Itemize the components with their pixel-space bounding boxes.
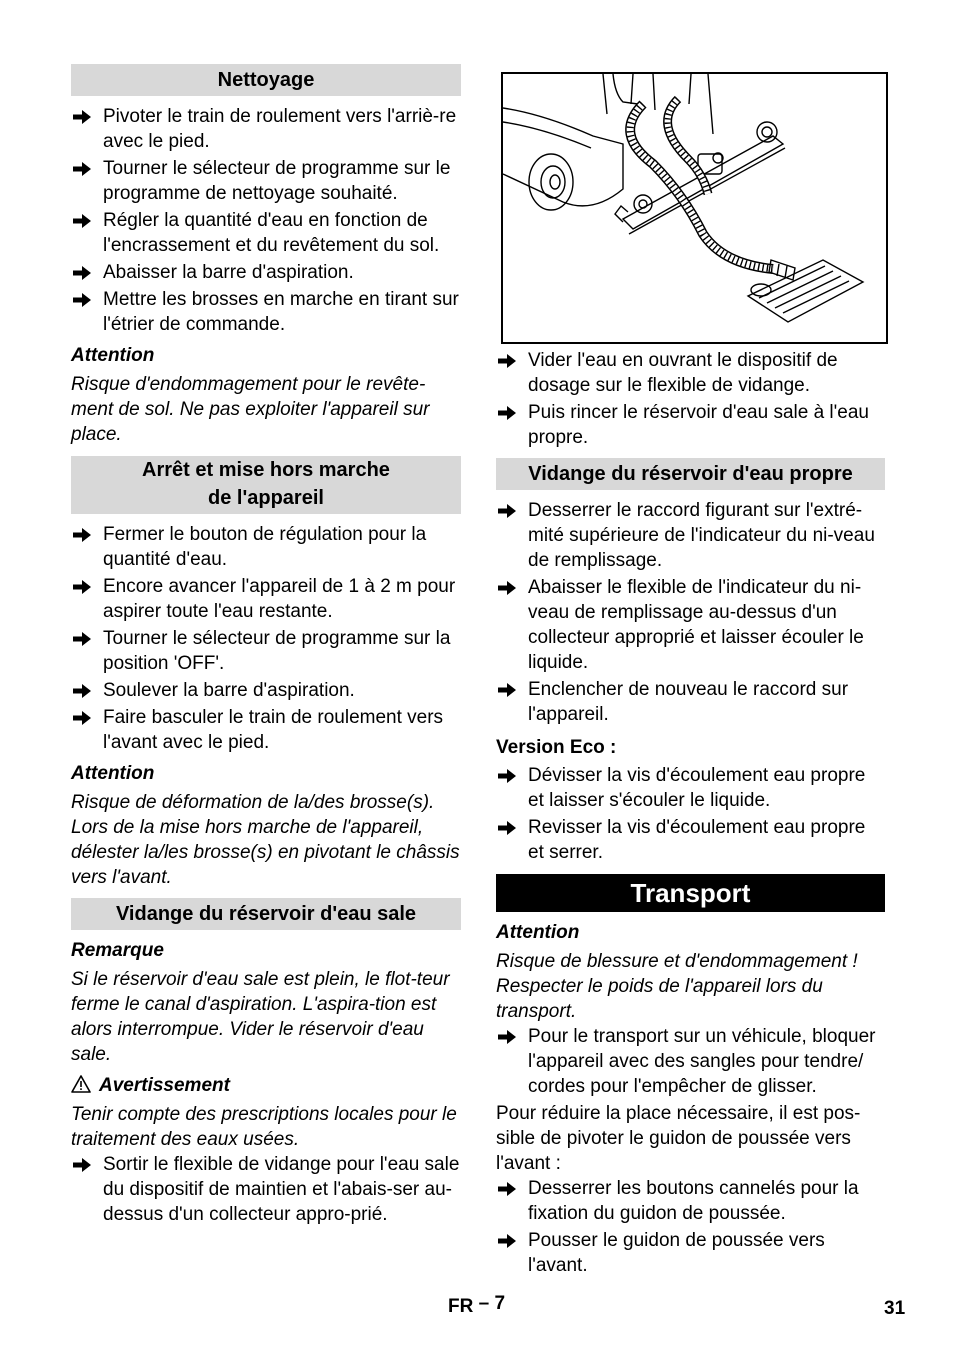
arrow-right-icon [498,1234,516,1248]
eco-steps [496,763,885,865]
arrow-right-icon [498,354,516,368]
chapter-heading-transport: Transport [496,874,885,912]
arret-steps [71,522,461,755]
propre-steps [496,498,885,727]
list-item: Abaisser le flexible de l'indicateur du ni-veau de remplissage au-dessus d'un collecteur approprié et laisser écouler le liquide. [496,575,885,675]
list-item: Régler la quantité d'eau en fonction de l'encrassement et du revêtement du sol. [71,208,461,258]
arrow-right-icon [73,580,91,594]
list-item: Encore avancer l'appareil de 1 à 2 m pour aspirer toute l'eau restante. [71,574,461,624]
arrow-right-icon [73,632,91,646]
list-item: Pour le transport sur un véhicule, bloquer l'appareil avec des sangles pour tendre/ cordes pour l'empêcher de glisser. [496,1024,885,1099]
attention-title: Attention [71,345,155,366]
heading-line: Arrêt et mise hors marche [142,459,390,481]
section-heading-arret [71,456,461,514]
drain-hose-illustration [501,72,888,344]
transport-paragraph: Pour réduire la place nécessaire, il est pos-sible de pivoter le guidon de poussée vers l'avant : [496,1103,861,1174]
attention-text: Risque de blessure et d'endommagement ! Respecter le poids de l'appareil lors du transport. [496,951,858,1022]
vidange-steps [71,1152,461,1227]
heading-line: de l'appareil [208,487,324,509]
arrow-right-icon [73,162,91,176]
arrow-right-icon [498,504,516,518]
arrow-right-icon [498,821,516,835]
right-column [496,64,885,1280]
warning-triangle-icon [71,1075,91,1093]
list-item: Revisser la vis d'écoulement eau propre et serrer. [496,815,885,865]
section-heading-nettoyage: Nettoyage [71,64,461,96]
list-item: Faire basculer le train de roulement vers l'avant avec le pied. [71,705,461,755]
list-item: Enclencher de nouveau le raccord sur l'appareil. [496,677,885,727]
arrow-right-icon [498,1030,516,1044]
arrow-right-icon [73,1158,91,1172]
footer-language-section [448,1293,506,1318]
footer-lang: FR [448,1296,474,1317]
list-item: Desserrer les boutons cannelés pour la fixation du guidon de poussée. [496,1176,885,1226]
arrow-right-icon [498,406,516,420]
attention-text: Risque de déformation de la/des brosse(s). Lors de la mise hors marche de l'appareil, délester la/les brosse(s) en pivotant le châssis vers l'avant. [71,792,460,888]
footer-page-number: 31 [884,1298,906,1319]
list-item: Tourner le sélecteur de programme sur le programme de nettoyage souhaité. [71,156,461,206]
guidon-steps [496,1176,885,1278]
list-item: Desserrer le raccord figurant sur l'extré-mité supérieure de l'indicateur du ni-veau de remplissage. [496,498,885,573]
attention-title: Attention [71,763,155,784]
list-item: Fermer le bouton de régulation pour la quantité d'eau. [71,522,461,572]
list-item: Pivoter le train de roulement vers l'arriè-re avec le pied. [71,104,461,154]
section-heading-vidange-propre: Vidange du réservoir d'eau propre [496,458,885,490]
arrow-right-icon [73,110,91,124]
version-eco-title: Version Eco : [496,737,617,758]
arrow-right-icon [73,214,91,228]
arrow-right-icon [73,711,91,725]
remarque-title: Remarque [71,940,164,961]
arrow-right-icon [73,293,91,307]
illus-steps [496,348,885,450]
transport-steps [496,1024,885,1099]
remarque-text: Si le réservoir d'eau sale est plein, le flot-teur ferme le canal d'aspiration. L'aspira-tion est alors interrompue. Vider le réservoir d'eau sale. [71,969,450,1065]
arrow-right-icon [73,266,91,280]
list-item: Sortir le flexible de vidange pour l'eau sale du dispositif de maintien et l'abais-ser au-dessus d'un collecteur appro-prié. [71,1152,461,1227]
list-item: Mettre les brosses en marche en tirant sur l'étrier de commande. [71,287,461,337]
list-item: Puis rincer le réservoir d'eau sale à l'eau propre. [496,400,885,450]
list-item: Dévisser la vis d'écoulement eau propre et laisser s'écouler le liquide. [496,763,885,813]
arrow-right-icon [73,684,91,698]
footer-section: – 7 [478,1293,506,1314]
arrow-right-icon [73,528,91,542]
attention-text: Risque d'endommagement pour le revête-ment de sol. Ne pas exploiter l'appareil sur place. [71,374,430,445]
avertissement-text: Tenir compte des prescriptions locales pour le traitement des eaux usées. [71,1104,457,1150]
list-item: Pousser le guidon de poussée vers l'avant. [496,1228,885,1278]
section-heading-vidange-sale: Vidange du réservoir d'eau sale [71,898,461,930]
list-item: Tourner le sélecteur de programme sur la position 'OFF'. [71,626,461,676]
arrow-right-icon [498,581,516,595]
list-item: Abaisser la barre d'aspiration. [71,260,461,285]
arrow-right-icon [498,1182,516,1196]
nettoyage-steps [71,104,461,337]
avertissement-title: Avertissement [71,1073,461,1098]
drain-hose-drawing [503,74,886,342]
list-item: Vider l'eau en ouvrant le dispositif de dosage sur le flexible de vidange. [496,348,885,398]
attention-title: Attention [496,922,580,943]
list-item: Soulever la barre d'aspiration. [71,678,461,703]
left-column [71,64,461,1229]
arrow-right-icon [498,683,516,697]
arrow-right-icon [498,769,516,783]
